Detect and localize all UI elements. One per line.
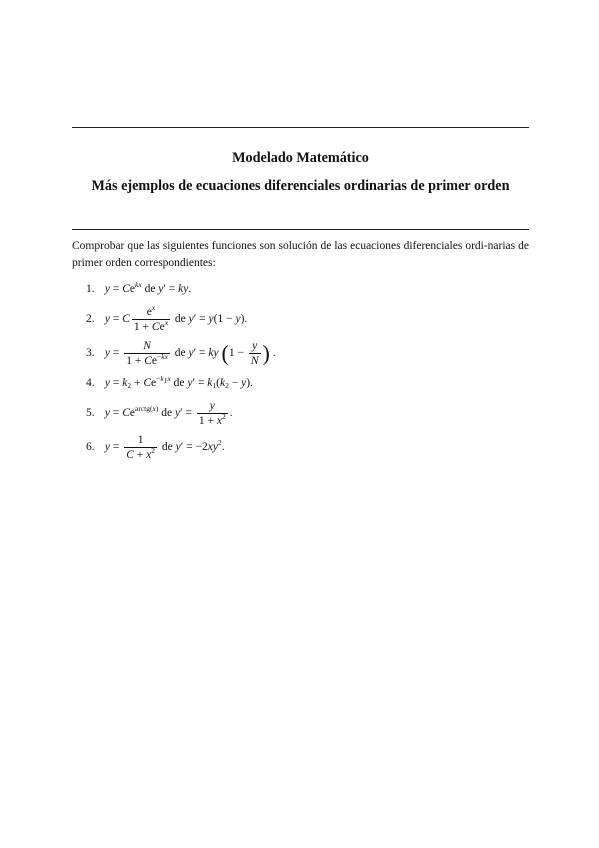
bottom-rule <box>72 229 529 230</box>
list-item <box>86 339 276 368</box>
equation: $y = Ce^{kx}$ de y′ = ky. <box>104 280 192 295</box>
list-item <box>86 433 225 462</box>
list-item <box>86 399 233 428</box>
equation: y = $\frac{1}{C + x^2}$ de $y' = -2xy^2$. <box>104 434 225 461</box>
item-number: 6. <box>86 441 95 454</box>
item-number: 3. <box>86 347 95 360</box>
page-title: Modelado Matemático <box>232 150 369 166</box>
equation: $y = k_2 + Ce^{-k_1x}$ de $y' = k_1(k_2 - y)$. <box>104 374 253 390</box>
item-number: 1. <box>86 283 95 295</box>
list-item <box>86 374 253 390</box>
item-number: 5. <box>86 407 95 420</box>
intro-paragraph: Comprobar que las siguientes funciones son solución de las ecuaciones diferenciales ordi-narias de primer orden correspondientes: <box>72 240 529 269</box>
equation: $y = Ce^{arctg(x)}$ de y′ = $\frac{y}{1 + x^2}$ . <box>104 400 233 427</box>
list-item <box>86 305 247 334</box>
list-item <box>86 280 192 295</box>
page-subtitle: Más ejemplos de ecuaciones diferenciales ordinarias de primer orden <box>91 178 510 194</box>
equation: y = C $\frac{e^x}{1 + Ce^x}$ de y′ = y(1 − y). <box>104 303 248 333</box>
item-number: 4. <box>86 377 95 389</box>
item-number: 2. <box>86 313 95 326</box>
equation: y = $\frac{N}{1 + Ce^{-kx}}$ de y′ = ky (1 − $\frac{y}{N}$ ) . <box>104 340 276 367</box>
top-rule <box>72 127 529 128</box>
